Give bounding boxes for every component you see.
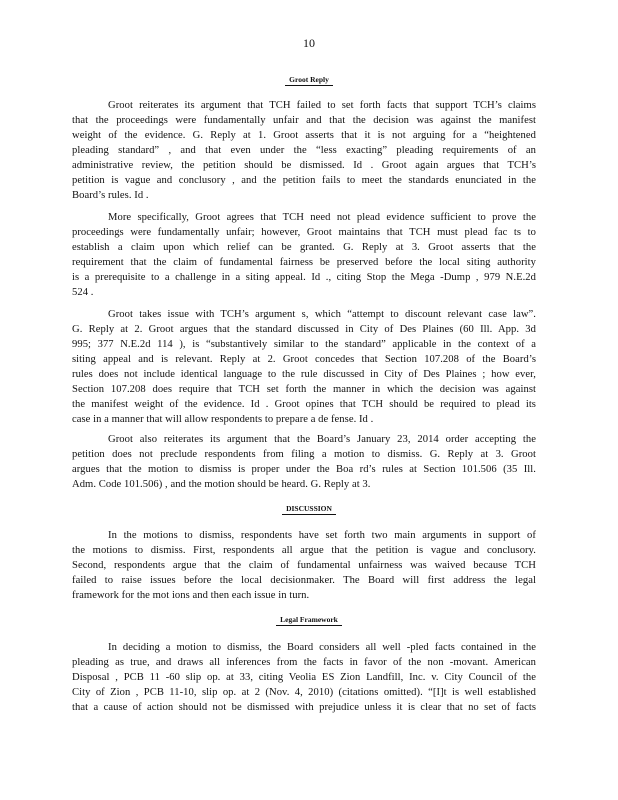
- text-line: Disposal , PCB 11 -60 slip op. at 33, citing Veolia ES Zion Landfill, Inc. v. City Council of the: [72, 672, 536, 684]
- text-line: G. Reply at 2. Groot argues that the standard discussed in City of Des Plaines (60 Ill. App. 3d: [72, 324, 536, 336]
- paragraph-groot-takes-issue: [72, 307, 536, 427]
- text-line: 995; 377 N.E.2d 114 ), is “substantively similar to the standard” applicable in the context of a: [72, 339, 536, 351]
- heading-discussion: DISCUSSION: [0, 504, 618, 515]
- heading-groot-reply: Groot Reply: [0, 75, 618, 86]
- text-line: that a cause of action should not be dismissed with prejudice unless it is clear that no set of facts: [72, 702, 536, 714]
- text-line: pleading as true, and draws all inferences from the facts in favor of the non -movant. American: [72, 657, 536, 669]
- text-line: that the proceedings were fundamentally unfair and that the decision was against the manifest: [72, 115, 536, 127]
- text-line: pleading standard” , and that even under the “less exacting” pleading requirements of an: [72, 145, 536, 157]
- text-line: argues that the motion to dismiss is proper under the Boa rd’s rules at Section 101.506 (35 Ill.: [72, 464, 536, 476]
- text-line: administrative review, the petition should be dismissed. Id . Groot again argues that TCH’s: [72, 160, 536, 172]
- text-line: More specifically, Groot agrees that TCH need not plead evidence sufficient to prove the: [108, 212, 536, 223]
- text-line: 524 .: [72, 287, 94, 299]
- text-line: City of Zion , PCB 11-10, slip op. at 2 (Nov. 4, 2010) (citations omitted). “[I]t is well established: [72, 687, 536, 699]
- paragraph-more-specifically: [72, 210, 536, 300]
- text-line: petition does not preclude respondents from filing a motion to dismiss. G. Reply at 3. Groot: [72, 449, 536, 461]
- text-line: the motions to dismiss. First, respondents all argue that the petition is vague and conclusory.: [72, 545, 536, 557]
- page-number: 10: [303, 36, 315, 50]
- text-line: petition is vague and conclusory , and the petition fails to meet the standards enunciated in the: [72, 175, 536, 187]
- text-line: Second, respondents argue that the claim of fundamental unfairness was waived because TCH: [72, 560, 536, 572]
- heading-legal-framework: Legal Framework: [0, 615, 618, 626]
- text-line: rules does not include identical language to the rule discussed in City of Des Plaines ; how ever,: [72, 369, 536, 381]
- text-line: the manifest weight of the evidence. Id . Groot opines that TCH should be required to plead its: [72, 399, 536, 411]
- text-line: weight of the evidence. G. Reply at 1. Groot asserts that it is not arguing for a “heightened: [72, 130, 536, 142]
- paragraph-groot-reiterates: [72, 98, 536, 203]
- text-line: Board’s rules. Id .: [72, 190, 149, 202]
- text-line: Groot also reiterates its argument that the Board’s January 23, 2014 order accepting the: [108, 434, 536, 445]
- text-line: case in a manner that will allow respondents to prepare a de fense. Id .: [72, 414, 374, 426]
- text-line: In deciding a motion to dismiss, the Board considers all well -pled facts contained in the: [108, 642, 536, 653]
- text-line: Section 107.208 does require that TCH set forth the manner in which the decision was against: [72, 384, 536, 396]
- text-line: In the motions to dismiss, respondents have set forth two main arguments in support of: [108, 530, 536, 541]
- paragraph-deciding-motion: [72, 640, 536, 715]
- text-line: is a prerequisite to a challenge in a siting appeal. Id ., citing Stop the Mega -Dump , 979 N.E.2d: [72, 272, 536, 284]
- text-line: failed to raise issues before the local decisionmaker. The Board will first address the legal: [72, 575, 536, 587]
- text-line: Adm. Code 101.506) , and the motion should be heard. G. Reply at 3.: [72, 479, 371, 491]
- text-line: siting appeal and is relevant. Reply at 2. Groot concedes that Section 107.208 of the Board’s: [72, 354, 536, 366]
- text-line: Groot reiterates its argument that TCH failed to set forth facts that support TCH’s claims: [108, 100, 536, 111]
- paragraph-motions-to-dismiss: [72, 528, 536, 603]
- text-line: establish a claim upon which relief can be granted. G. Reply at 3. Groot asserts that the: [72, 242, 536, 254]
- text-line: requirement that the claim of fundamental fairness be preserved before the local siting authority: [72, 257, 536, 269]
- text-line: proceedings were fundamentally unfair; however, Groot maintains that TCH must plead fac ts to: [72, 227, 536, 239]
- text-line: framework for the mot ions and then each issue in turn.: [72, 590, 310, 602]
- text-line: Groot takes issue with TCH’s argument s, which “attempt to discount relevant case law”.: [108, 309, 536, 320]
- paragraph-groot-also-reiterates: [72, 432, 536, 492]
